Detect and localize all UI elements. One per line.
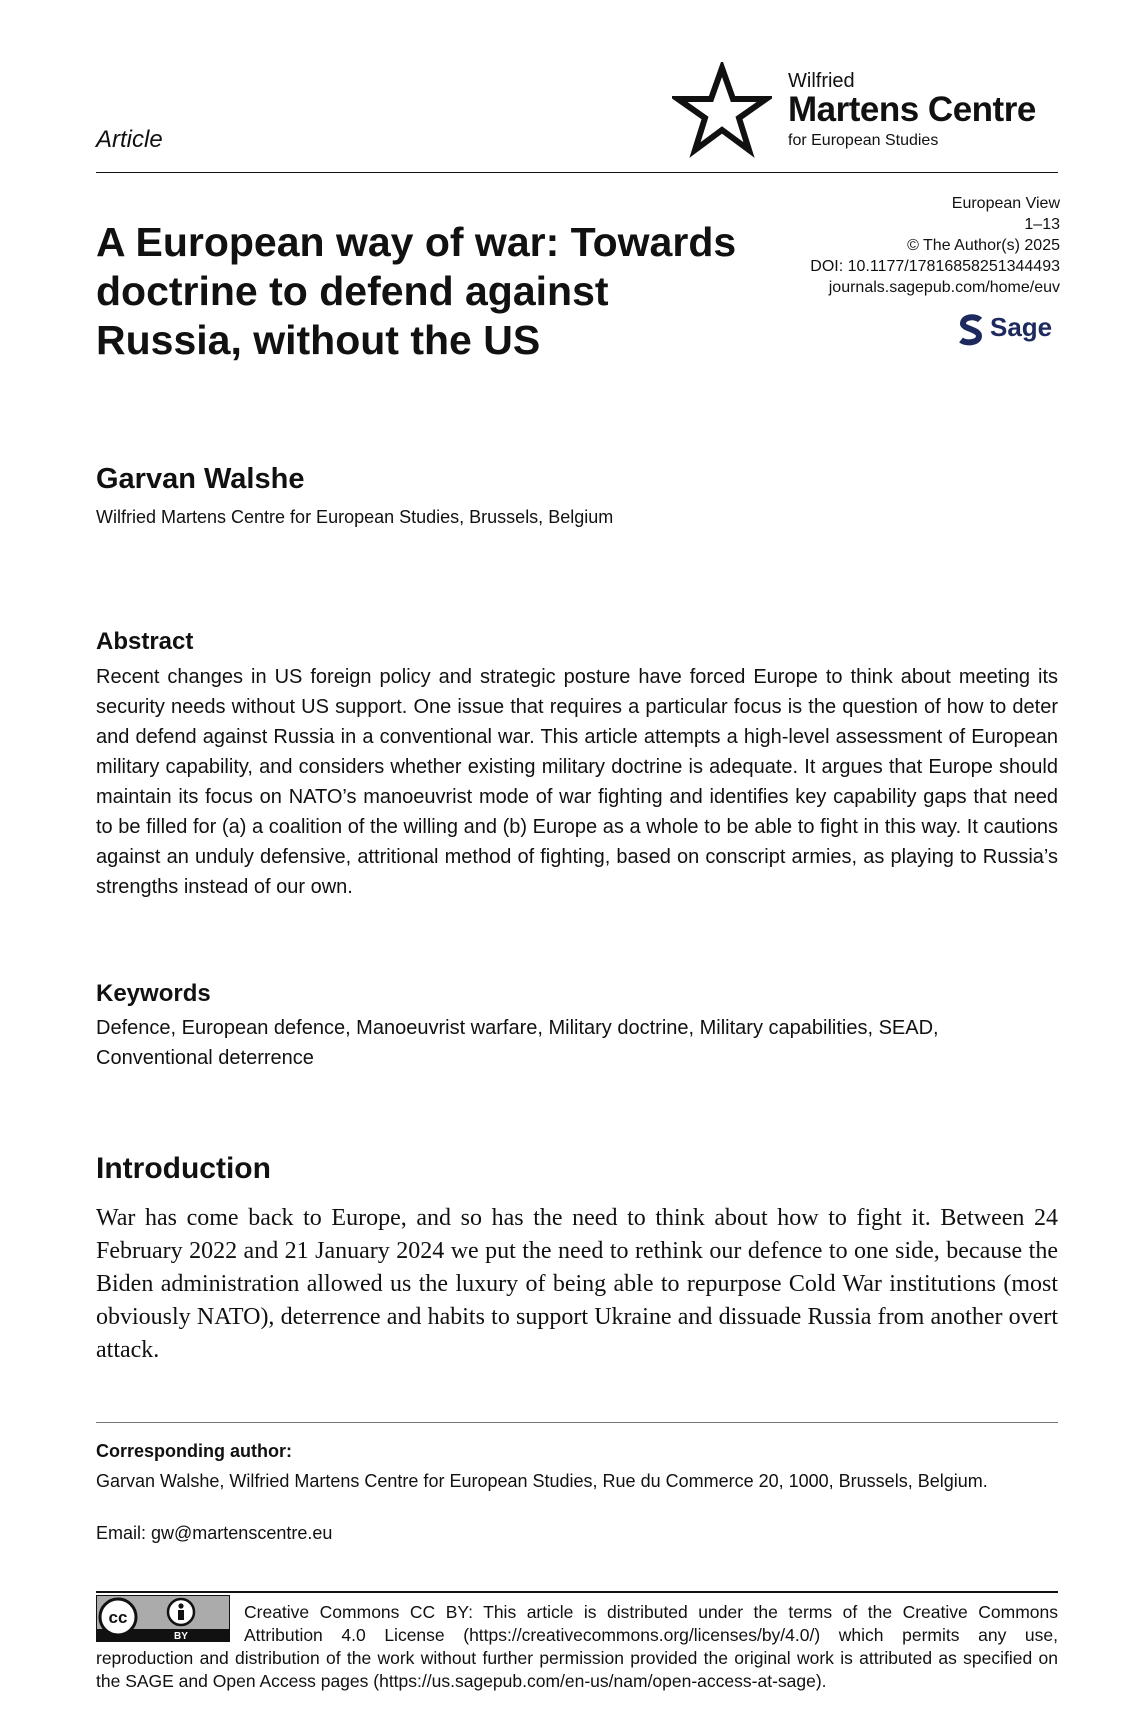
keywords-heading: Keywords (96, 980, 211, 1007)
svg-text:cc: cc (108, 1608, 128, 1627)
logo-line-1: Wilfried (788, 70, 855, 92)
sage-s-icon (958, 314, 984, 346)
corresponding-author-heading: Corresponding author: (96, 1441, 292, 1461)
license-divider (96, 1591, 1058, 1593)
abstract-heading: Abstract (96, 628, 194, 655)
article-type-label: Article (96, 126, 163, 153)
sage-logo (958, 312, 1060, 348)
author-name: Garvan Walshe (96, 463, 305, 495)
author-affiliation: Wilfried Martens Centre for European Studies, Brussels, Belgium (96, 507, 614, 527)
introduction-heading: Introduction (96, 1152, 271, 1185)
license-text: Creative Commons CC BY: This article is distributed under the terms of the Creative Commons Attribution 4.0 License (https://creativecommons.org/licenses/by/4.0/) which permits any use, reproduction and distribution of the work without further permission provided the original work is attributed as specified on the SAGE and Open Access pages (https://us.sagepub.com/en-us/nam/open-access-at-sage). (96, 1602, 1058, 1691)
footnote-divider (96, 1422, 1058, 1423)
copyright-line: © The Author(s) 2025 (907, 237, 1060, 254)
journal-url[interactable]: journals.sagepub.com/home/euv (828, 279, 1060, 296)
journal-meta (740, 193, 1060, 298)
star-icon (672, 62, 772, 158)
abstract-text: Recent changes in US foreign policy and strategic posture have forced Europe to think about meeting its security needs without US support. One issue that requires a particular focus is the question of how to deter and defend against Russia in a conventional war. This article attempts a high-level assessment of European military capability, and considers whether existing military doctrine is adequate. It argues that Europe should maintain its focus on NATO’s manoeuvrist mode of war fighting and identifies key capability gaps that need to be filled for (a) a coalition of the willing and (b) Europe as a whole to be able to fight in this way. It cautions against an unduly defensive, attritional method of fighting, based on conscript armies, as playing to Russia’s strengths instead of our own. (96, 666, 1058, 898)
cc-badge-label: BY (174, 1631, 188, 1642)
keywords-text: Defence, European defence, Manoeuvrist warfare, Military doctrine, Military capabilities, SEAD, Conventional deterrence (96, 1017, 939, 1069)
logo-line-2: Martens Centre (788, 90, 1036, 129)
corresponding-author-address: Garvan Walshe, Wilfried Martens Centre for European Studies, Rue du Commerce 20, 1000, Brussels, Belgium. (96, 1471, 988, 1491)
journal-name: European View (951, 195, 1060, 212)
logo-line-3: for European Studies (788, 132, 939, 149)
corresponding-author-email[interactable]: Email: gw@martenscentre.eu (96, 1523, 333, 1543)
article-title: A European way of war: Towards doctrine to defend against Russia, without the US (96, 219, 737, 363)
introduction-text: War has come back to Europe, and so has the need to think about how to fight it. Between 24 February 2022 and 21 January 2024 we put the need to rethink our defence to one side, because the Biden administration allowed us the luxury of being able to repurpose Cold War institutions (most obviously NATO), deterrence and habits to support Ukraine and dissuade Russia from another overt attack. (96, 1205, 1058, 1363)
header-divider (96, 172, 1058, 173)
page-range: 1–13 (1024, 216, 1060, 233)
license-text-block (96, 1601, 1058, 1693)
doi-line[interactable]: DOI: 10.1177/17816858251344493 (810, 258, 1060, 275)
martens-centre-logo (672, 62, 1072, 158)
sage-wordmark: Sage (990, 312, 1053, 342)
